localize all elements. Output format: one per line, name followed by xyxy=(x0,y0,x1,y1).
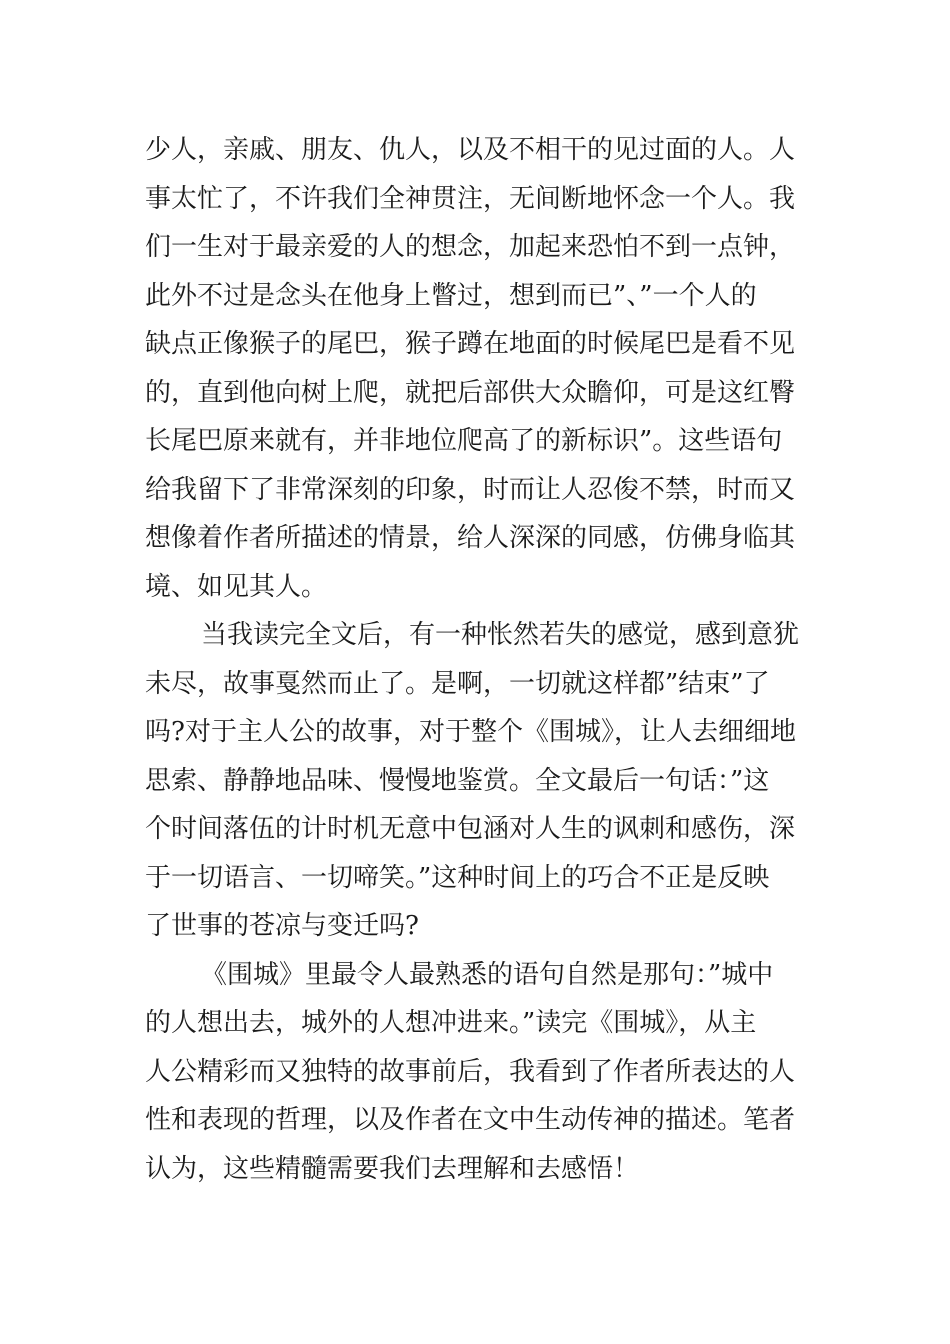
text-line: 个时间落伍的计时机无意中包涵对人生的讽刺和感伤，深 xyxy=(145,814,796,844)
text-line: 人公精彩而又独特的故事前后，我看到了作者所表达的人 xyxy=(145,1056,796,1087)
text-line: 思索、静静地品味、慢慢地鉴赏。全文最后一句话：”这 xyxy=(145,765,770,796)
text-line: 《围城》里最令人最熟悉的语句自然是那句：”城中 xyxy=(201,959,774,990)
text-line: 的，直到他向树上爬，就把后部供大众瞻仰，可是这红臀 xyxy=(145,377,796,408)
text-line: 吗?对于主人公的故事，对于整个《围城》，让人去细细地 xyxy=(145,717,796,747)
document-body xyxy=(145,126,815,1193)
text-line: 认为，这些精髓需要我们去理解和去感悟！ xyxy=(145,1153,640,1184)
text-line: 少人，亲戚、朋友、仇人，以及不相干的见过面的人。人 xyxy=(145,135,796,165)
paragraph-1 xyxy=(145,126,815,611)
text-line: 缺点正像猴子的尾巴，猴子蹲在地面的时候尾巴是看不见 xyxy=(145,329,796,359)
text-line: 境、如见其人。 xyxy=(145,571,328,602)
text-line: 们一生对于最亲爱的人的想念，加起来恐怕不到一点钟， xyxy=(145,232,796,262)
text-line: 事太忙了，不许我们全神贯注，无间断地怀念一个人。我 xyxy=(145,183,796,214)
text-line: 想像着作者所描述的情景，给人深深的同感，仿佛身临其 xyxy=(145,523,796,553)
text-line: 长尾巴原来就有，并非地位爬高了的新标识”。这些语句 xyxy=(145,426,783,456)
text-line: 性和表现的哲理，以及作者在文中生动传神的描述。笔者 xyxy=(145,1105,796,1135)
text-line: 了世事的苍凉与变迁吗? xyxy=(145,911,419,941)
paragraph-3 xyxy=(145,951,815,1194)
text-line: 给我留下了非常深刻的印象，时而让人忍俊不禁，时而又 xyxy=(145,474,796,505)
text-line: 未尽，故事戛然而止了。是啊，一切就这样都”结束”了 xyxy=(145,668,770,699)
text-line: 当我读完全文后，有一种怅然若失的感觉，感到意犹 xyxy=(201,620,800,650)
text-line: 此外不过是念头在他身上瞥过，想到而已”、”一个人的 xyxy=(145,280,757,311)
text-line: 于一切语言、一切啼笑。”这种时间上的巧合不正是反映 xyxy=(145,862,770,893)
paragraph-2 xyxy=(145,611,815,951)
text-line: 的人想出去，城外的人想冲进来。”读完《围城》，从主 xyxy=(145,1008,757,1038)
